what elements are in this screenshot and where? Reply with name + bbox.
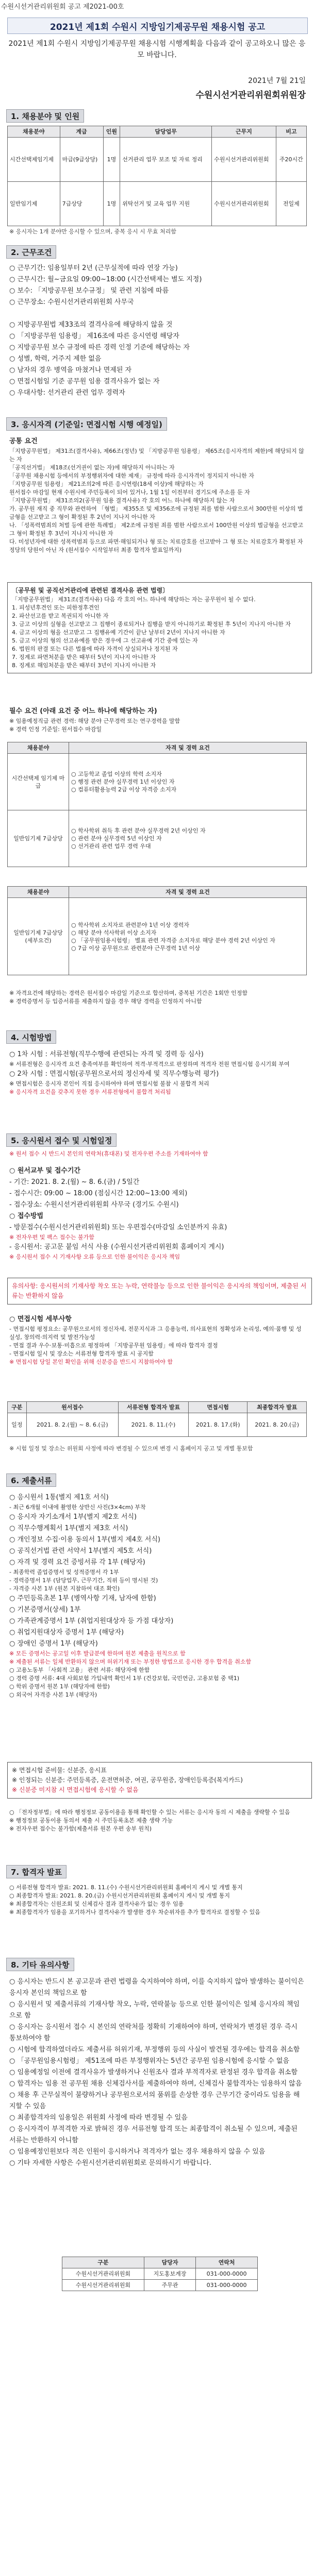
body-line: ※ 면접시험 당일 본인 확인을 위해 신분증을 반드시 지참하여야 함 <box>9 1359 173 1365</box>
box-line: 4. 금고 이상의 형을 선고받고 그 집행유예 기간이 끝난 날부터 2년이 지나지 아니한 자 <box>12 629 225 636</box>
body-line: - 최종학력 졸업증명서 및 성적증명서 각 1부 <box>9 1569 119 1575</box>
table4-cell: 2021. 8. 2.(월) ~ 8. 6.(금) <box>26 1413 119 1437</box>
body-line: ○ 응시원서 1통(별지 제1호 서식) <box>9 1494 109 1501</box>
box-title: 〔공무원 및 공직선거관리에 관련된 결격사유 관련 법령〕 <box>12 587 169 594</box>
contact-cell: 주무관 <box>144 2280 195 2291</box>
table1-cell: 선거관리 업무 보조 및 자료 정리 <box>120 138 212 182</box>
body-line: ○ 남자의 경우 병역을 마쳤거나 면제된 자 <box>9 366 132 374</box>
section-3-header: 3. 응시자격 (기준일: 면접시험 시행 예정일) <box>6 417 167 431</box>
schedule-footnote: ※ 시험 일정 및 장소는 위원회 사정에 따라 변경될 수 있으며 변경 시 홈페이지 공고 및 개별 통보함 <box>9 1445 253 1452</box>
body-line: - 기간: 2021. 8. 2.(월) ~ 8. 6.(금) / 5일간 <box>9 1178 140 1186</box>
body-line: - 접수장소: 수원시선거관리위원회 사무국 (경기도 수원시) <box>9 1201 179 1209</box>
required-qualifications <box>9 706 306 734</box>
box-line: 「지방공무원법」 제31조(결격사유) 다음 각 호의 어느 하나에 해당하는 자는 공무원이 될 수 없다. <box>12 596 256 603</box>
table4-header: 최종합격자 발표 <box>247 1402 307 1413</box>
body-line: 정당의 당원이 아닌 자 (원서접수 시작일부터 최종 합격자 발표일까지) <box>9 547 182 553</box>
body-line: ○ 서류전형 합격자 발표: 2021. 8. 11.(수) 수원시선거관리위원회 홈페이지 게시 및 개별 통지 <box>9 1884 243 1891</box>
body-line: ※ 경력 인정 기준일: 원서접수 마감일 <box>9 726 102 733</box>
body-line: ○ 보수: 「지방공무원 보수규정」 및 관련 지침에 따름 <box>9 287 169 295</box>
body-line: ○ 자격 및 경력 요건 증빙서류 각 1부 (해당자) <box>9 1558 145 1566</box>
body-line: ○ 채용 후 근무실적이 불량하거나 공무원으로서의 품위를 손상한 경우 근무기간 중이라도 임용을 해지할 수 있음 <box>9 2091 300 2110</box>
schedule-table <box>7 1401 307 1437</box>
body-line: 「지방공무원법」 제31조의2(공무원 임용 결격사유) 각 호의 어느 하나에 해당하지 않는 자 <box>9 497 235 504</box>
box-line: 8. 징계로 해임처분을 받은 때부터 3년이 지나지 아니한 자 <box>12 662 156 669</box>
body-line: ※ 면접시험은 응시자 본인이 직접 응시하여야 하며 면접시험 불참 시 불합격 처리 <box>9 1080 209 1087</box>
section-2-header: 2. 근무조건 <box>6 245 56 259</box>
body-line: ○ 근무장소: 수원시선거관리위원회 사무국 <box>9 298 134 306</box>
body-line: ○ 면접시험일 기준 공무원 임용 결격사유가 없는 자 <box>9 378 160 385</box>
body-line <box>9 308 306 319</box>
body-line: ○ 기타 자세한 사항은 수원시선거관리위원회로 문의하시기 바랍니다. <box>9 2159 211 2167</box>
caution-text: 유의사항: 응시원서의 기재사항 착오 또는 누락, 연락불능 등으로 인한 불이익은 응시자의 책임이며, 제출된 서류는 반환하지 않음 <box>12 1282 307 1299</box>
interview-items-box <box>7 1762 312 1799</box>
table1-header: 근무지 <box>212 126 276 138</box>
section-1-header: 1. 채용분야 및 인원 <box>6 109 84 123</box>
contact-header: 연락처 <box>196 2257 258 2268</box>
body-line: - 경력증명서 1부 (담당업무, 근무기간, 직위 등이 명시된 것) <box>9 1577 158 1584</box>
body-line: ○ 합격자는 임용 전 공무원 채용 신체검사서를 제출하여야 하며, 신체검사 불합격자는 임용하지 않음 <box>9 2080 302 2088</box>
box-line: 6. 법원의 판결 또는 다른 법률에 따라 자격이 상실되거나 정지된 자 <box>12 646 178 652</box>
section-6-header: 6. 제출서류 <box>6 1473 56 1487</box>
table1-header: 인원 <box>103 126 120 138</box>
contact-table <box>62 2257 258 2291</box>
body-line: ○ 장애인 증명서 1부 (해당자) <box>9 1640 98 1648</box>
body-line: 「지방공무원법」 제31조(결격사유), 제66조(정년) 및 「지방공무원 임용령」 제65조(응시자격의 제한)에 해당되지 않는 자 <box>9 448 304 463</box>
body-line: ※ 응시자격 요건을 갖추지 못한 경우 서류전형에서 불합격 처리됨 <box>9 1089 171 1095</box>
body-line: - 방문접수(수원시선거관리위원회) 또는 우편접수(마감일 소인분까지 유효) <box>9 1224 227 1231</box>
section-3-body <box>9 436 306 554</box>
section-5-body <box>9 1165 306 1261</box>
body-line: ※ 자격요건에 해당하는 경력은 원서접수 마감일 기준으로 합산하며, 중복된 기간은 1회만 인정함 <box>9 990 247 996</box>
body-line: ○ 응시자격이 부적격한 자로 밝혀진 경우 서류전형 합격 또는 최종합격이 취소될 수 있으며, 제출된 서류는 반환하지 아니함 <box>9 2125 298 2144</box>
box-line: ※ 인정되는 신분증: 주민등록증, 운전면허증, 여권, 공무원증, 장애인등록증(복지카드) <box>12 1776 243 1784</box>
notice-title: 2021년 제1회 수원시 지방임기제공무원 채용시험 공고 <box>7 18 308 34</box>
section-8-header: 8. 기타 유의사항 <box>6 1958 74 1971</box>
body-line: ○ 응시자 자기소개서 1부(별지 제2호 서식) <box>9 1513 137 1521</box>
body-line: ※ 경력증명서 등 입증서류를 제출하지 않을 경우 해당 경력을 인정하지 아니함 <box>9 998 202 1005</box>
doc-number: 수원시선거관리위원회 공고 제2021-00호 <box>1 3 124 11</box>
body-line: ○ 원서교부 및 접수기간 <box>9 1167 80 1175</box>
body-line: ※ 모든 증명서는 공고일 이후 발급분에 한하며 원본 제출을 원칙으로 함 <box>9 1650 186 1657</box>
section-5-alert: ※ 원서 접수 시 반드시 본인의 연락처(휴대폰) 및 전자우편 주소를 기재하여야 함 <box>9 1150 208 1157</box>
contact-header: 구분 <box>62 2257 144 2268</box>
table4-cell: 일정 <box>8 1413 27 1437</box>
body-line: ○ 「전자정부법」에 따라 행정정보 공동이용을 통해 확인할 수 있는 서류는 응시자 동의 시 제출을 생략할 수 있음 <box>9 1809 290 1816</box>
body-line: ○ 임용예정일 이전에 결격사유가 발생하거나 신원조사 결과 부적격자로 판정된 경우 합격을 취소함 <box>9 2069 298 2076</box>
body-line: ※ 서류전형은 응시자격 요건 충족여부를 확인하여 적격·부적격으로 판정하며 적격자 전원 면접시험 응시기회 부여 <box>9 1061 290 1067</box>
body-line: ○ 공직선거법 관련 서약서 1부(별지 제5호 서식) <box>9 1547 152 1555</box>
body-line: ○ 학위 증명서 원본 1부 (해당자에 한함) <box>9 1683 110 1690</box>
body-line: ○ 기본증명서(상세) 1부 <box>9 1606 81 1614</box>
table1-cell: 수원시선거관리위원회 <box>212 182 276 226</box>
subheading: 공통 요건 <box>9 437 38 445</box>
body-line: ○ 「공무원임용시험령」 제51조에 따른 부정행위자는 5년간 공무원 임용시험에 응시할 수 없음 <box>9 2057 290 2065</box>
table1-footnote: ※ 응시자는 1개 분야만 응시할 수 있으며, 중복 응시 시 무효 처리함 <box>9 228 176 235</box>
body-line: ○ 성별, 학력, 거주지 제한 없음 <box>9 355 102 363</box>
body-line: ○ 1차 시험 : 서류전형(직무수행에 관련되는 자격 및 경력 등 심사) <box>9 1050 204 1058</box>
intro-text: 2021년 제1회 수원시 지방임기제공무원 채용시험 시행계획을 다음과 같이 공고하오니 많은 응모 바랍니다. <box>8 40 306 59</box>
box-line: ※ 신분증 미지참 시 면접시험에 응시할 수 없음 <box>12 1786 139 1793</box>
body-line: ○ 최종합격자의 임용일은 위원회 사정에 따라 변경될 수 있음 <box>9 2114 188 2122</box>
table1-cell: 전일제 <box>276 182 306 226</box>
body-line: ○ 주민등록초본 1부 (병역사항 기재, 남자에 한함) <box>9 1595 156 1602</box>
table4-cell: 2021. 8. 11.(수) <box>119 1413 189 1437</box>
body-line: - 면접시험 평정요소: 공무원으로서의 정신자세, 전문지식과 그 응용능력, 의사표현의 정확성과 논리성, 예의·품행 및 성실성, 창의력·의지력 및 발전가능성 <box>9 1326 302 1341</box>
table4-header: 면접시험 <box>188 1402 247 1413</box>
table1-header: 담당업무 <box>120 126 212 138</box>
qualification-notes <box>9 989 306 1006</box>
table1-cell: 수원시선거관리위원회 <box>212 138 276 182</box>
body-line: ※ 전자우편 및 팩스 접수는 불가함 <box>9 1234 94 1241</box>
table4-cell: 2021. 8. 17.(화) <box>188 1413 247 1437</box>
section-7-header: 7. 합격자 발표 <box>6 1865 67 1878</box>
body-line: ※ 응시원서 접수 시 기재사항 오류 등으로 인한 불이익은 응시자 책임 <box>9 1253 180 1260</box>
body-line: 다. 미성년자에 대한 성폭력범죄 등으로 파면·해임되거나 형 또는 치료감호를 선고받아 그 형 또는 치료감호가 확정된 자 <box>9 538 303 545</box>
body-line: 가. 공무원 재직 중 직무와 관련하여 「형법」 제355조 및 제356조에 규정된 죄를 범한 사람으로서 300만원 이상의 벌금형을 선고받고 그 형이 확정된 후 2년이 지나지 아니한 자 <box>9 505 303 520</box>
body-line: ○ 접수방법 <box>9 1212 44 1220</box>
section-4-header: 4. 시험방법 <box>6 1030 56 1044</box>
table2-cell: 시간선택제 임기제 마급 <box>8 754 69 810</box>
body-line: - 최근 6개월 이내에 촬영한 상반신 사진(3×4cm) 부착 <box>9 1504 146 1511</box>
body-line: ※ 임용예정직급 관련 경력: 해당 분야 근무경력 또는 연구경력을 말함 <box>9 718 180 724</box>
body-line: - 면접 결과 우수·보통·미흡으로 평정하며 「지방공무원 임용령」에 따라 합격자 결정 <box>9 1342 218 1349</box>
table2-cell: ○ 고등학교 졸업 이상의 학력 소지자 ○ 행정 관련 분야 실무경력 1년 이상인 자 ○ 컴퓨터활용능력 2급 이상 자격증 소지자 <box>69 754 307 810</box>
body-line: 「공직선거법」 제18조(선거권이 없는 자)에 해당하지 아니하는 자 <box>9 464 175 471</box>
section-8-body <box>9 1976 306 2169</box>
table3-cell: ○ 학사학위 소지자로 관련분야 1년 이상 경력자 ○ 해당 분야 석사학위 이상 소지자 ○ 「공무원임용시험령」 별표 관련 자격증 소지자로 해당 분야 경력 2년 이상인 자 ○ 7급 이상 공무원으로 관련분야 근무경력 1년 이상 <box>69 898 307 975</box>
body-line: ○ 2차 시험 : 면접시험(공무원으로서의 정신자세 및 직무수행능력 평가) <box>9 1070 219 1078</box>
body-line: ○ 고용노동부 「사회적 고용」 관련 서류: 해당자에 한함 <box>9 1667 150 1673</box>
box-line: 5. 금고 이상의 형의 선고유예를 받은 경우에 그 선고유예 기간 중에 있는 자 <box>12 637 198 644</box>
section-6-tail <box>9 1808 306 1833</box>
body-line: - 면접시험 일시 및 장소는 서류전형 합격자 발표 시 공지함 <box>9 1350 154 1357</box>
table2-cell: 일반임기제 7급상당 <box>8 810 69 867</box>
table1-cell: 일반임기제 <box>8 182 60 226</box>
section-4-body <box>9 1049 306 1096</box>
legal-reference-box <box>7 582 312 673</box>
body-line: - 접수시간: 09:00 ~ 18:00 (점심시간 12:00~13:00 제외) <box>9 1190 188 1197</box>
body-line: ○ 응시원서 및 제출서류의 기재사항 착오, 누락, 연락불능 등으로 인한 불이익은 일체 응시자의 책임으로 함 <box>9 2001 300 2020</box>
contact-header: 담당자 <box>144 2257 195 2268</box>
contact-cell: 031-000-0000 <box>196 2280 258 2291</box>
box-line: 2. 파산선고를 받고 복권되지 아니한 자 <box>12 613 109 619</box>
body-line: ○ 우대사항: 선거관리 관련 업무 경력자 <box>9 389 125 397</box>
body-line: ○ 임용예정인원보다 적은 인원이 응시하거나 적격자가 없는 경우 채용하지 않을 수 있음 <box>9 2148 266 2156</box>
body-line: - 자격증 사본 1부 (원본 지참하여 대조 확인) <box>9 1585 120 1592</box>
body-line: ○ 지방공무원법 제33조의 결격사유에 해당하지 않을 것 <box>9 321 173 329</box>
body-line: ○ 지방공무원 보수 규정에 따른 경력 인정 기준에 해당하는 자 <box>9 344 190 351</box>
table4-header: 서류전형 합격자 발표 <box>119 1402 189 1413</box>
table1-cell: 7급상당 <box>60 182 103 226</box>
table3-header: 채용분야 <box>8 887 69 898</box>
contact-cell: 수원시선거관리위원회 <box>62 2280 144 2291</box>
body-line: ※ 행정정보 공동이용 동의서 제출 시 주민등록초본 제출 생략 가능 <box>9 1817 173 1824</box>
table1-cell: 위탁선거 및 교육 업무 지원 <box>120 182 212 226</box>
body-line: ○ 응시자는 응시원서 접수 시 본인의 연락처를 정확히 기재하여야 하며, 연락처가 변경된 경우 즉시 통보하여야 함 <box>9 2023 298 2042</box>
table2-header: 자격 및 경력 요건 <box>69 742 307 754</box>
issuing-org: 수원시선거관리위원회위원장 <box>195 90 306 100</box>
body-line: ○ 직무수행계획서 1부(별지 제3호 서식) <box>9 1524 128 1532</box>
body-line: ※ 최종합격자는 신원조회 및 신체검사 결과 결격사유가 없는 경우 임용 <box>9 1901 184 1907</box>
body-line: ※ 제출된 서류는 일체 반환하지 않으며 허위기재 또는 부정한 방법으로 응시한 경우 합격을 취소함 <box>9 1658 252 1665</box>
table3-header: 자격 및 경력 요건 <box>69 887 307 898</box>
table2-header: 채용분야 <box>8 742 69 754</box>
recruitment-table <box>7 126 307 226</box>
section-2-body <box>9 263 306 399</box>
table4-header: 원서접수 <box>26 1402 119 1413</box>
body-line: 나. 「성폭력범죄의 처벌 등에 관한 특례법」 제2조에 규정된 죄를 범한 사람으로서 100만원 이상의 벌금형을 선고받고 그 형이 확정된 후 3년이 지나지 아니한 자 <box>9 522 303 537</box>
table1-header: 비고 <box>276 126 306 138</box>
table1-header: 계급 <box>60 126 103 138</box>
body-line: ※ 최종합격자가 임용을 포기하거나 결격사유가 발생한 경우 차순위자를 추가 합격자로 결정할 수 있음 <box>9 1909 260 1916</box>
body-line: ○ 응시자는 반드시 본 공고문과 관련 법령을 숙지하여야 하며, 이를 숙지하지 않아 발생하는 불이익은 응시자 본인의 책임으로 함 <box>9 1978 304 1997</box>
table1-cell: 1명 <box>103 138 120 182</box>
body-line: ○ 근무시간: 월~금요일 09:00~18:00 (시간선택제는 별도 지정) <box>9 276 202 283</box>
table1-header: 채용분야 <box>8 126 60 138</box>
qualification-table <box>7 742 307 867</box>
body-line: ○ 「지방공무원 임용령」 제16조에 따른 응시연령 해당자 <box>9 332 179 340</box>
body-line: 「공무원 채용시험 등에서의 부정행위자에 대한 제재」 규정에 따라 응시자격이 정지되지 아니한 자 <box>9 472 254 479</box>
body-line: ○ 개인정보 수집·이용 동의서 1부(별지 제4호 서식) <box>9 1536 160 1544</box>
interview-details <box>9 1314 306 1366</box>
body-line: ○ 취업지원대상자 증명서 1부 (해당자) <box>9 1629 124 1636</box>
box-line: ※ 면접시험 준비물: 신분증, 응시표 <box>12 1767 107 1774</box>
body-line: ○ 시험에 합격하였더라도 제출서류 허위기재, 부정행위 등의 사실이 발견될 경우에는 합격을 취소함 <box>9 2046 300 2054</box>
table2-cell: ○ 학사학위 취득 후 관련 분야 실무경력 2년 이상인 자 ○ 관련 분야 실무경력 5년 이상인 자 ○ 선거관리 관련 업무 경력 우대 <box>69 810 307 867</box>
section-5-header: 5. 응시원서 접수 및 시험일정 <box>6 1133 117 1147</box>
caution-box <box>7 1278 312 1304</box>
table3-cell: 일반임기제 7급상당 (세부요건) <box>8 898 69 975</box>
body-line: ○ 근무기간: 임용일부터 2년 (근무실적에 따라 연장 가능) <box>9 264 178 272</box>
contact-cell: 지도홍보계장 <box>144 2268 195 2280</box>
table4-cell: 2021. 8. 20.(금) <box>247 1413 307 1437</box>
box-line: 1. 피성년후견인 또는 피한정후견인 <box>12 604 100 611</box>
notice-date: 2021년 7월 21일 <box>248 77 306 85</box>
table1-cell: 마급(9급상당) <box>60 138 103 182</box>
subheading: 필수 요건 (아래 요건 중 어느 하나에 해당하는 자) <box>9 707 157 715</box>
body-line: ○ 면접시험 세부사항 <box>9 1315 72 1323</box>
table4-header: 구분 <box>8 1402 27 1413</box>
table1-cell: 주20시간 <box>276 138 306 182</box>
contact-cell: 031-000-0000 <box>196 2268 258 2280</box>
table1-cell: 시간선택제임기제 <box>8 138 60 182</box>
box-line: 7. 징계로 파면처분을 받은 때부터 5년이 지나지 아니한 자 <box>12 654 156 660</box>
body-line: ○ 가족관계증명서 1부 (취업지원대상자 등 가점 대상자) <box>9 1617 174 1625</box>
body-line: 원서접수 마감일 현재 수원시에 주민등록이 되어 있거나, 1월 1일 이전부터 경기도에 주소를 둔 자 <box>9 489 250 496</box>
body-line: 「지방공무원 임용령」 제21조의2에 따른 응시연령(18세 이상)에 해당하는 자 <box>9 481 204 487</box>
box-line: 3. 금고 이상의 실형을 선고받고 그 집행이 종료되거나 집행을 받지 아니하기로 확정된 후 5년이 지나지 아니한 자 <box>12 621 291 628</box>
section-6-body <box>9 1492 306 1699</box>
body-line: ※ 전자우편 접수는 불가함(제출서류 원본 우편 송부 원칙) <box>9 1825 152 1832</box>
body-line: ○ 외국어 자격증 사본 1부 (해당자) <box>9 1691 97 1698</box>
contact-cell: 수원시선거관리위원회 <box>62 2268 144 2280</box>
body-line: - 응시원서: 공고문 붙임 서식 사용 (수원시선거관리위원회 홈페이지 게시) <box>9 1243 224 1251</box>
body-line: ○ 경력 증명 서류: 4대 사회보험 가입내역 확인서 1부 (건강보험, 국민연금, 고용보험 중 택1) <box>9 1675 239 1682</box>
body-line: ○ 최종합격자 발표: 2021. 8. 20.(금) 수원시선거관리위원회 홈페이지 게시 및 개별 통지 <box>9 1892 230 1899</box>
table1-cell: 1명 <box>103 182 120 226</box>
section-7-body <box>9 1884 306 1917</box>
qualification-detail-table <box>7 886 307 975</box>
